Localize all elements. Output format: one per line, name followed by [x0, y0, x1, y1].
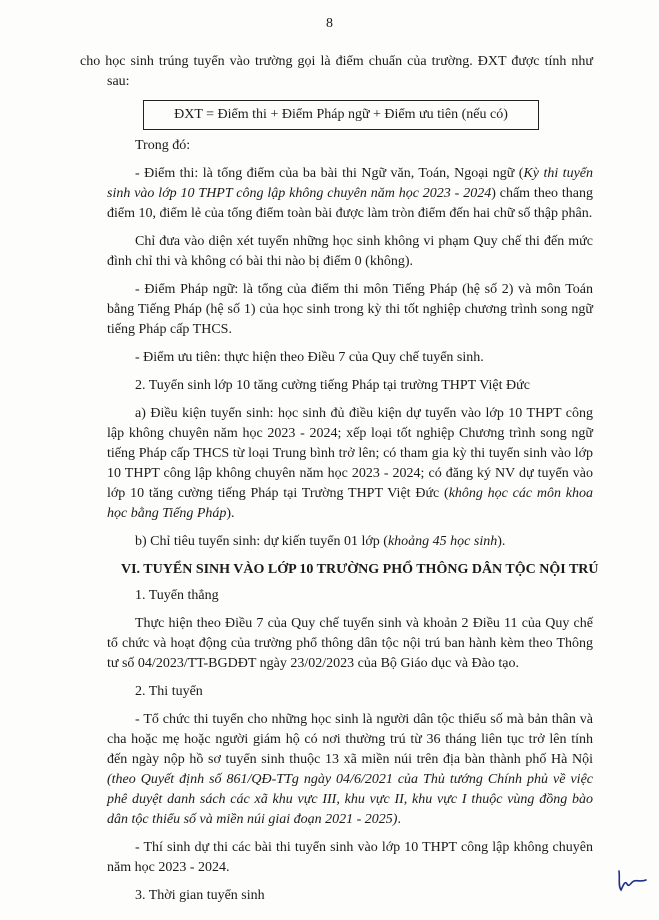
diem-thi-paragraph — [107, 164, 593, 224]
chi-tieu-tail: ). — [497, 534, 506, 549]
tuyen-thang-title: 1. Tuyển thẳng — [135, 588, 219, 603]
tuyen-thang-body: Thực hiện theo Điều 7 của Quy chế tuyển sinh và khoản 2 Điều 11 của Quy chế tổ chức và hoạt động của trường phổ thông dân tộc nội trú ban hành kèm theo Thông tư số 04/2023/TT-BGDĐT ngày 23/02/2023 của Bộ Giáo dục và Đào tạo. — [107, 616, 593, 671]
chi-tieu-italic: khoảng 45 học sinh — [387, 534, 498, 549]
diem-thi-lead: - Điểm thi: là tổng điểm của ba bài thi Ngữ văn, Toán, Ngoại ngữ ( — [135, 166, 524, 181]
thi-sinh-du-thi-paragraph: - Thí sinh dự thi các bài thi tuyển sinh vào lớp 10 THPT công lập không chuyên năm học 2023 - 2024. — [107, 840, 593, 875]
thi-tuyen-title: 2. Thi tuyển — [135, 684, 203, 699]
page-number: 8 — [326, 16, 333, 31]
dieu-kien-tail: ). — [226, 506, 235, 521]
initials-signature-icon — [615, 868, 649, 894]
chi-tieu-paragraph — [107, 532, 593, 552]
chi-dua-vao-paragraph: Chỉ đưa vào diện xét tuyển những học sinh không vi phạm Quy chế thi đến mức đình chỉ thi và không có bài thi nào bị điểm 0 (không). — [107, 234, 593, 269]
thi-tuyen-tail: . — [397, 812, 401, 827]
diem-uu-tien-paragraph: - Điểm ưu tiên: thực hiện theo Điều 7 của Quy chế tuyển sinh. — [135, 350, 484, 365]
formula-box: ĐXT = Điểm thi + Điểm Pháp ngữ + Điểm ưu tiên (nếu có) — [143, 100, 539, 130]
dieu-kien-italic: không học các môn khoa học bằng Tiếng Pháp — [107, 486, 593, 521]
chi-tieu-lead: b) Chỉ tiêu tuyển sinh: dự kiến tuyển 01 lớp ( — [135, 534, 388, 549]
document-body — [80, 52, 599, 914]
thi-tuyen-italic: (theo Quyết định số 861/QĐ-TTg ngày 04/6/2021 của Thủ tướng Chính phủ về việc phê duyệt danh sách các xã khu vực III, khu vực II, khu vực I thuộc vùng đồng bào dân tộc thiểu số và miền núi giai đoạn 2021 - 2025) — [107, 772, 593, 827]
section-2-title: 2. Tuyển sinh lớp 10 tăng cường tiếng Pháp tại trường THPT Việt Đức — [135, 378, 530, 393]
trong-do-label: Trong đó: — [135, 138, 191, 153]
dieu-kien-lead: a) Điều kiện tuyển sinh: học sinh đủ điều kiện dự tuyển vào lớp 10 THPT công lập không chuyên năm học 2023 - 2024; xếp loại tốt nghiệp Chương trình song ngữ tiếng Pháp cấp THCS từ loại Trung bình trở lên; có tham gia kỳ thi tuyển sinh vào lớp 10 THPT công lập không chuyên năm học 2023 - 2024; có đăng ký NV dự tuyển vào lớp 10 tăng cường tiếng Pháp tại Trường THPT Việt Đức ( — [107, 406, 593, 501]
dieu-kien-paragraph — [107, 404, 593, 524]
thi-tuyen-paragraph — [107, 710, 593, 830]
intro-paragraph: cho học sinh trúng tuyển vào trường gọi là điểm chuẩn của trường. ĐXT được tính như sau: — [80, 54, 593, 89]
thoi-gian-title: 3. Thời gian tuyển sinh — [135, 888, 265, 903]
diem-thi-italic: Kỳ thi tuyển sinh vào lớp 10 THPT công lập không chuyên năm học 2023 - 2024 — [107, 166, 593, 201]
thi-tuyen-lead: - Tổ chức thi tuyển cho những học sinh là người dân tộc thiểu số mà bản thân và cha hoặc mẹ hoặc người giám hộ có nơi thường trú từ 36 tháng liên tục trở lên tính đến ngày nộp hồ sơ tuyển sinh thuộc 13 xã miền núi trên địa bàn thành phố Hà Nội — [107, 712, 593, 767]
diem-thi-tail: ) chấm theo thang điểm 10, điểm lẻ của tổng điểm toàn bài được làm tròn điểm đến hai chữ số thập phân. — [107, 186, 594, 221]
diem-phap-ngu-paragraph: - Điểm Pháp ngữ: là tổng của điểm thi môn Tiếng Pháp (hệ số 2) và môn Toán bằng Tiếng Pháp (hệ số 1) của học sinh trong kỳ thi tốt nghiệp chương trình song ngữ tiếng Pháp cấp THCS. — [107, 282, 593, 337]
section-vi-heading: VI. TUYỂN SINH VÀO LỚP 10 TRƯỜNG PHỔ THÔNG DÂN TỘC NỘI TRÚ — [121, 562, 599, 577]
